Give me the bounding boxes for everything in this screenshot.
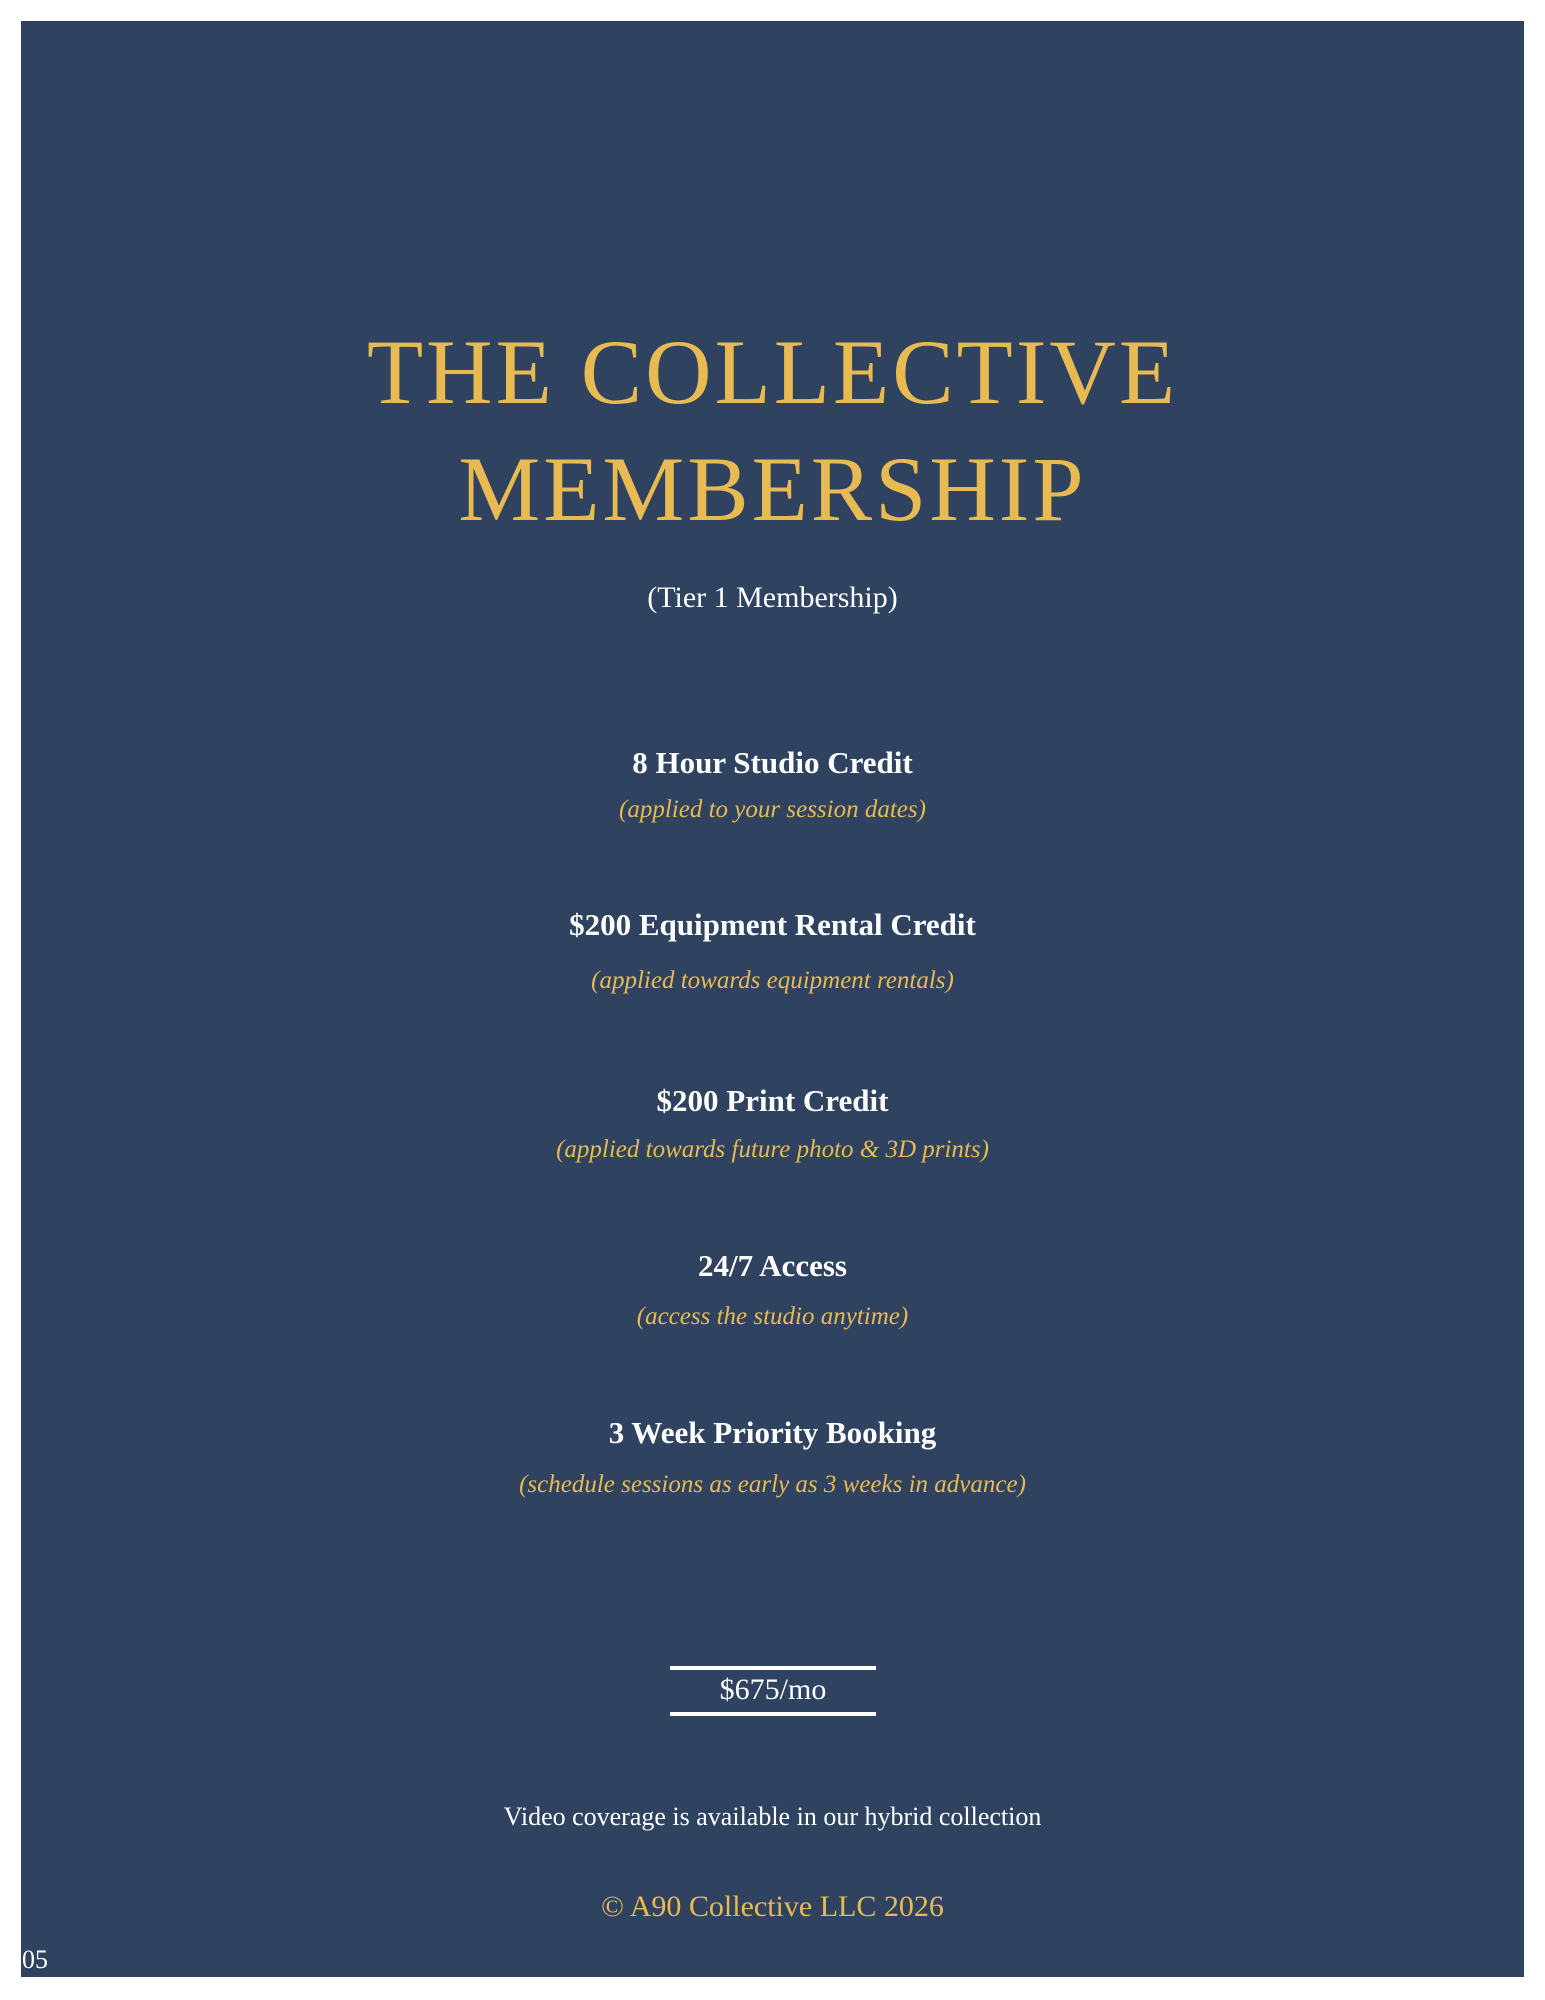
feature-studio-credit-note: (applied to your session dates) [619, 796, 926, 823]
feature-priority-booking-note: (schedule sessions as early as 3 weeks in advance) [519, 1471, 1026, 1498]
price-label: $675/mo [719, 1673, 827, 1706]
feature-print-credit-note: (applied towards future photo & 3D prints) [556, 1136, 989, 1163]
feature-equipment-credit: $200 Equipment Rental Credit [569, 907, 976, 942]
page-title-line-2: MEMBERSHIP [458, 438, 1087, 540]
video-coverage-note: Video coverage is available in our hybrid collection [503, 1802, 1042, 1831]
page-number: 05 [22, 1945, 48, 1974]
feature-print-credit: $200 Print Credit [656, 1083, 889, 1118]
feature-studio-credit: 8 Hour Studio Credit [632, 745, 913, 780]
feature-access-note: (access the studio anytime) [636, 1303, 909, 1330]
feature-equipment-credit-note: (applied towards equipment rentals) [591, 967, 954, 994]
price-box [670, 1666, 876, 1716]
feature-access: 24/7 Access [698, 1248, 847, 1283]
tier-subtitle: (Tier 1 Membership) [647, 581, 898, 614]
copyright: © A90 Collective LLC 2026 [601, 1890, 944, 1923]
feature-priority-booking: 3 Week Priority Booking [608, 1415, 937, 1450]
page-title-line-1: THE COLLECTIVE [366, 321, 1179, 423]
